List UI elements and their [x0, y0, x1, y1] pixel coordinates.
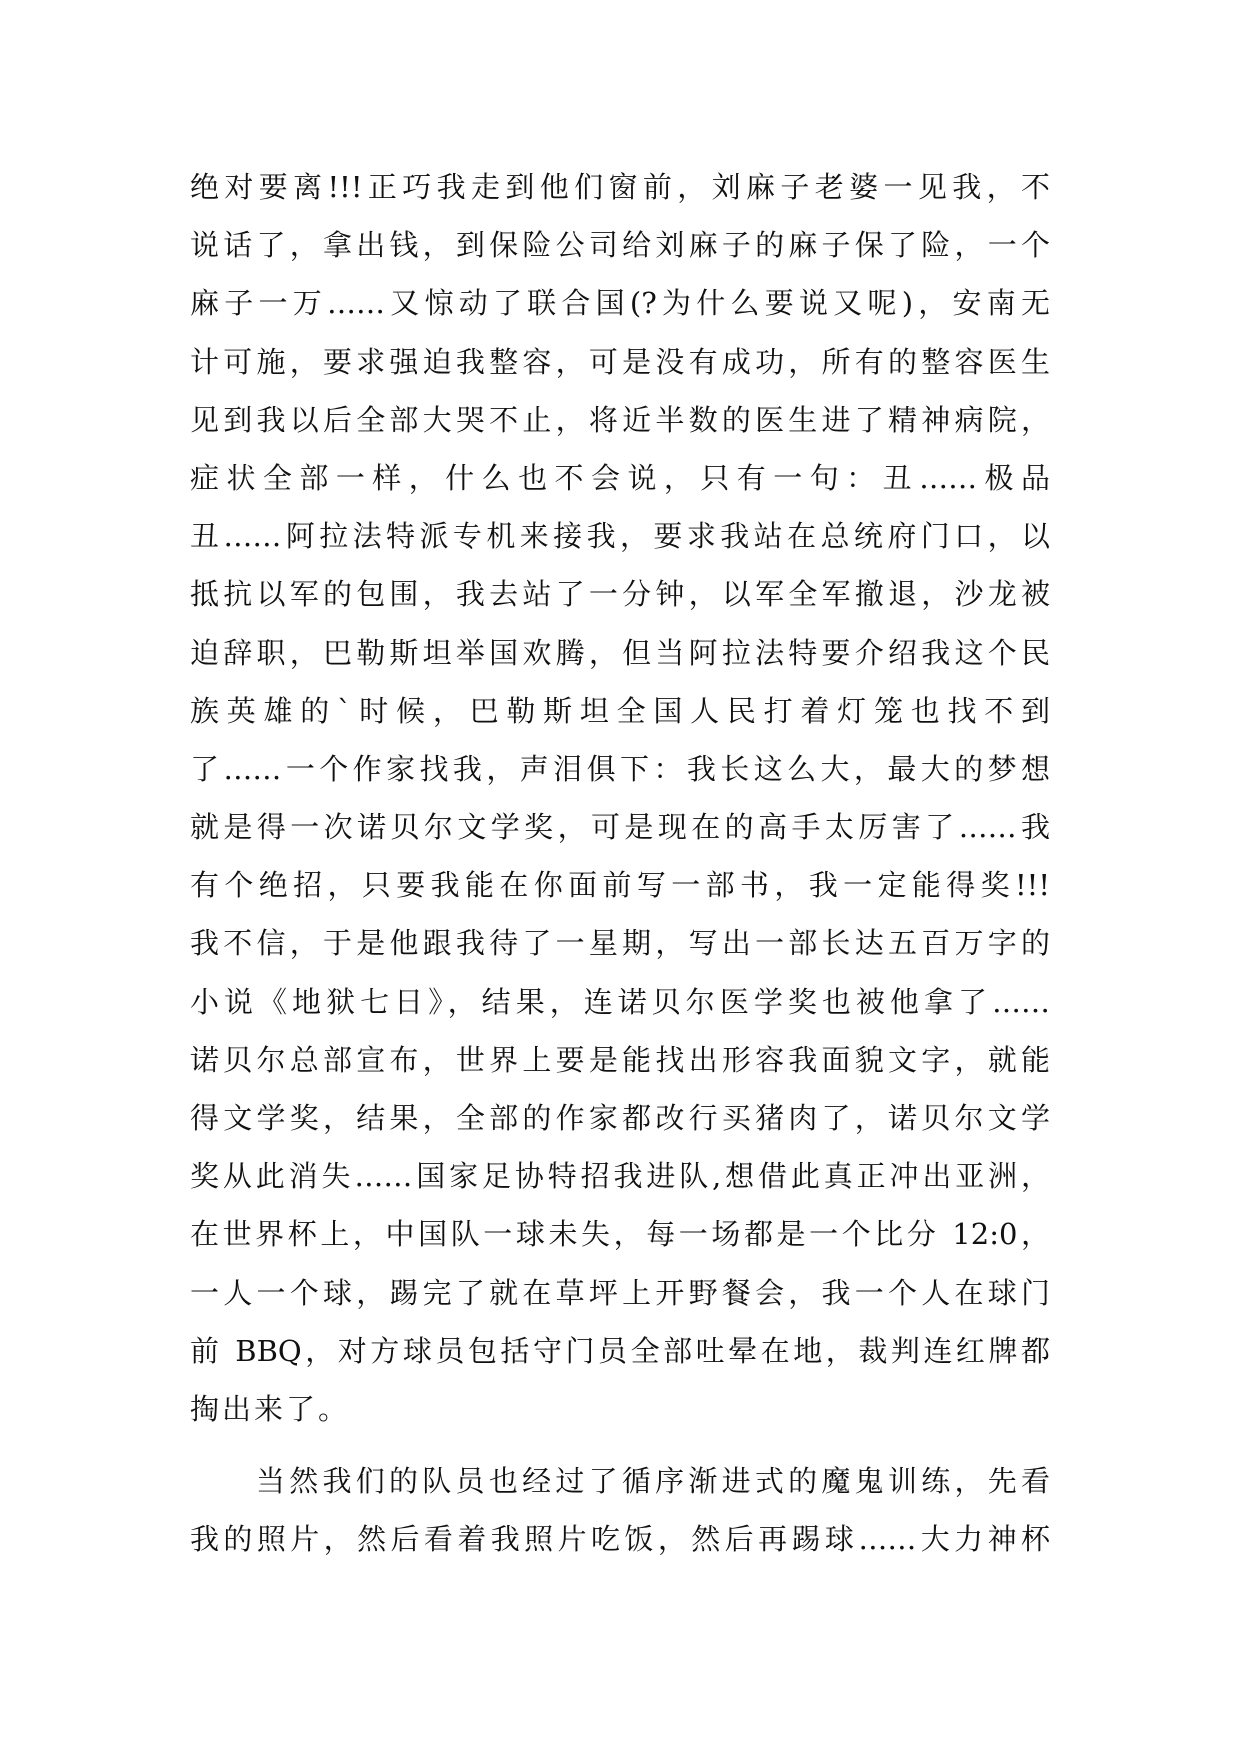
- text-line: 族英雄的`时候，巴勒斯坦全国人民打着灯笼也找不到: [190, 693, 1050, 728]
- text-line: 前 BBQ，对方球员包括守门员全部吐晕在地，裁判连红牌都: [190, 1333, 1050, 1368]
- text-line: 在世界杯上，中国队一球未失，每一场都是一个比分 12:0，: [190, 1217, 1050, 1252]
- text-line: 掏出来了。: [190, 1391, 351, 1426]
- text-line: 麻子一万……又惊动了联合国(?为什么要说又呢)，安南无: [190, 286, 1050, 321]
- text-line: 症状全部一样，什么也不会说，只有一句：丑……极品: [190, 460, 1050, 495]
- text-line: 一人一个球，踢完了就在草坪上开野餐会，我一个人在球门: [190, 1275, 1050, 1310]
- text-line: 小说《地狱七日》，结果，连诺贝尔医学奖也被他拿了……: [190, 984, 1050, 1019]
- text-line: 奖从此消失……国家足协特招我进队,想借此真正冲出亚洲，: [190, 1159, 1050, 1194]
- text-line: 见到我以后全部大哭不止，将近半数的医生进了精神病院，: [190, 402, 1050, 437]
- text-line: 诺贝尔总部宣布，世界上要是能找出形容我面貌文字，就能: [190, 1042, 1050, 1077]
- text-line: 绝对要离!!!正巧我走到他们窗前，刘麻子老婆一见我，不: [190, 170, 1050, 204]
- text-line: 计可施，要求强迫我整容，可是没有成功，所有的整容医生: [190, 344, 1050, 379]
- text-line: 得文学奖，结果，全部的作家都改行买猪肉了，诺贝尔文学: [190, 1101, 1050, 1135]
- text-line: 就是得一次诺贝尔文学奖，可是现在的高手太厉害了……我: [190, 810, 1050, 845]
- text-line: 当然我们的队员也经过了循序渐进式的魔鬼训练，先看: [256, 1464, 1050, 1499]
- text-line: 丑……阿拉法特派专机来接我，要求我站在总统府门口，以: [190, 519, 1050, 554]
- text-line: 了……一个作家找我，声泪俱下：我长这么大，最大的梦想: [190, 751, 1050, 786]
- text-line: 有个绝招，只要我能在你面前写一部书，我一定能得奖!!!: [190, 868, 1050, 903]
- text-line: 抵抗以军的包围，我去站了一分钟，以军全军撤退，沙龙被: [190, 577, 1050, 612]
- text-line: 迫辞职，巴勒斯坦举国欢腾，但当阿拉法特要介绍我这个民: [190, 635, 1050, 670]
- text-line: 我不信，于是他跟我待了一星期，写出一部长达五百万字的: [190, 926, 1050, 961]
- document-body: [190, 158, 1050, 1569]
- text-line: 说话了，拿出钱，到保险公司给刘麻子的麻子保了险，一个: [190, 228, 1050, 263]
- paragraph: [190, 158, 1050, 1438]
- paragraph-spacer: [190, 1438, 1050, 1452]
- paragraph: [190, 1452, 1050, 1568]
- text-line: 我的照片，然后看着我照片吃饭，然后再踢球……大力神杯: [190, 1522, 1050, 1557]
